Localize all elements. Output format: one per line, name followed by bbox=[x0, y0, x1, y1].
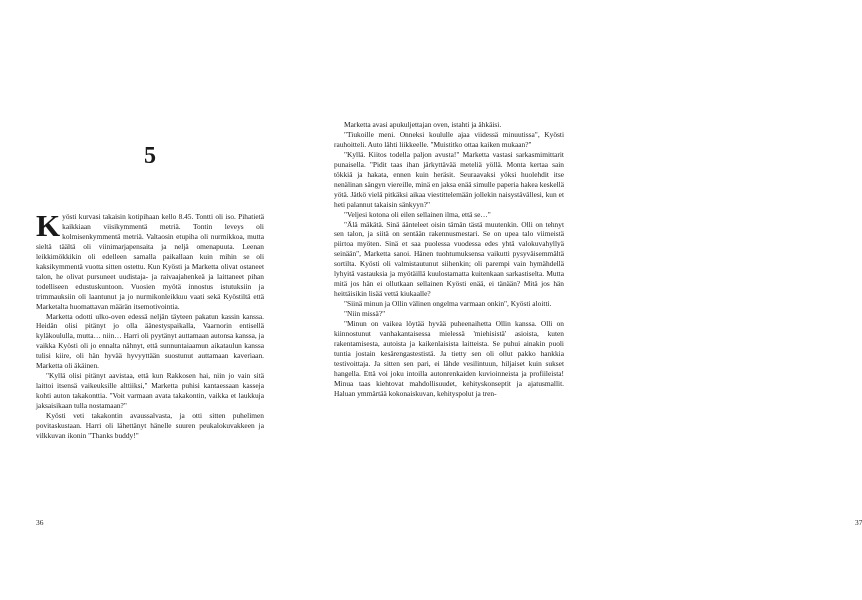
paragraph: "Kyllä. Kiitos todella paljon avusta!" Marketta vastasi sarkasmimittarit punaisella. "Pidit taas ihan järkyttävää meteliä yöllä. Monta kertaa sain tökkiä ja hakata, ennen kuin heräsit. Seuraavaksi yöksi huolehdit itse nenälinan sängyn viereille, minä en jaksa enää simulle paperia hakea keskellä yötä. Jätkö vielä pitkäksi aikaa viestittelemään jollekin naisystävällesi, kun et heti palannut takaisin sänkyyn?" bbox=[334, 149, 564, 209]
paragraph: Marketta avasi apukuljettajan oven, istahti ja ähkäisi. bbox=[344, 120, 502, 129]
left-text-column bbox=[36, 208, 264, 441]
left-page bbox=[0, 0, 300, 600]
page-number-right: 37 bbox=[855, 518, 862, 527]
paragraph: "Tiukoille meni. Onneksi koululle ajaa viidessä minuutissa", Kyösti rauhoitteli. Auto lähti liikkeelle. "Muistitko ottaa kaiken mukaan?" bbox=[334, 129, 564, 149]
paragraph: "Kyllä olisi pitänyt aavistaa, että kun Rakkosen hai, niin jo vain sitä laittoi itsensä vaikeuksille alttiiksi," Marketta puhisi kantaessaan kasseja kohti auton takakonttia. "Voit varmaan avata takakontin, vaikka et laukkuja jaksaisikaan tulla nostamaan?" bbox=[36, 371, 264, 411]
paragraph bbox=[36, 208, 264, 312]
paragraph: "Veljesi kotona oli eilen sellainen ilma, että se…" bbox=[344, 209, 491, 219]
paragraph: Kyösti veti takakontin avaussalvasta, ja otti sitten puhelimen povitaskustaan. Harri oli lähettänyt hänelle suuren peukalokuvakkeen ja vilkkuvan ikonin "Thanks buddy!" bbox=[36, 411, 264, 440]
paragraph-text: yösti kurvasi takaisin kotipihaan kello 8.45. Tontti oli iso. Pihatietä kaikkiaan viisikymmentä metriä. Tontin leveys oli kolmisenkymmentä metriä. Valtaosin etupiha oli nurmikkoa, mutta sieltä täältä oli viinimarjapensaita ja neljä omenapuuta. Leenan leikkimökkikin oli edelleen samalla paikallaan kuin mihin se oli kaksikymmentä vuotta sitten ostettu. Kun Kyösti ja Marketta olivat ostaneet talon, he olivat pursuneet uudistaja- ja raivaajahenkeä ja laittaneet pihan todelliseen edustuskuntoon. Vuosien myötä innostus istutuksiin ja trimmauksiin oli laantunut ja jo nurmikonleikkuu vaati sekä Kyöstiltä että Marketalta huomattavan määrän itsemotivointia. bbox=[36, 212, 264, 311]
paragraph: "Minun on vaikea löytää hyvää puheenaihetta Ollin kanssa. Olli on kiinnostunut vanhakantaisessa mielessä 'miehisistä' asioista, kuten rakentamisesta, autoista ja kaikenlaisista laitteista. Se puhui ainakin puoli tuntia jostain kesärengastestistä. Ja tietty sen oli ollut pakko hankkia testivoittaja. Ja sitten sen pari, ei lähde vesilintuun, hiljaiset kuin sukset hangella. Että voi joku intoilla autonrenkaiden kuvioinneista ja profiileista! Minua taas kiehtovat mahdollisuudet, kehityskonseptit ja ajatusmallit. Haluan ymmärtää kokonaiskuvan, kehityspolut ja tren- bbox=[334, 319, 564, 398]
drop-cap: K bbox=[36, 208, 61, 243]
paragraph: "Siinä minun ja Ollin välinen ongelma varmaan onkin", Kyösti aloitti. bbox=[344, 299, 552, 309]
paragraph: "Niin missä?" bbox=[344, 309, 386, 319]
right-text-column bbox=[334, 120, 564, 399]
page-number-left: 36 bbox=[36, 518, 44, 527]
paragraph: "Älä mäkätä. Sinä äänteleet oisin tämän tästä muutenkin. Olli on tehnyt sen talon, ja siitä on sentään rakennusmestari. Se on upea talo viimeistä piirtoa myöten. Sinä et saa puolessa vuodessa edes yhtä valokuvahyllyä seinään", Marketta sanoi. Hänen tuohtumuksensa vaikutti pysyväisemmältä sortilta. Kyösti oli valmistautunut siihenkin; oli parempi vain hymähdellä lyhyitä vastauksia ja myötäillä kuulostamatta kuitenkaan sarkastiselta. Mutta mitä jos hän ei ollutkaan sellainen Kyösti enää, ei tänään? Mitä jos hän heittäisikin lisää vettä kiukaalle? bbox=[334, 219, 564, 299]
chapter-number: 5 bbox=[144, 143, 156, 169]
paragraph: Marketta odotti ulko-oven edessä neljän täyteen pakatun kassin kanssa. Heidän olisi pitänyt jo olla äänestyspaikalla, Vaarnorin entisellä kyläkoululla, mutta… niin… Harri oli pyytänyt auttamaan autonsa kanssa, ja vaikka Kyösti oli jo ennalta nähnyt, että sunnuntaiaamun aikataulun kanssa tulisi kiire, oli hän hyvää hyvyyttään suostunut auttamaan kaveriaan. Marketta oli äkäinen. bbox=[36, 311, 264, 371]
